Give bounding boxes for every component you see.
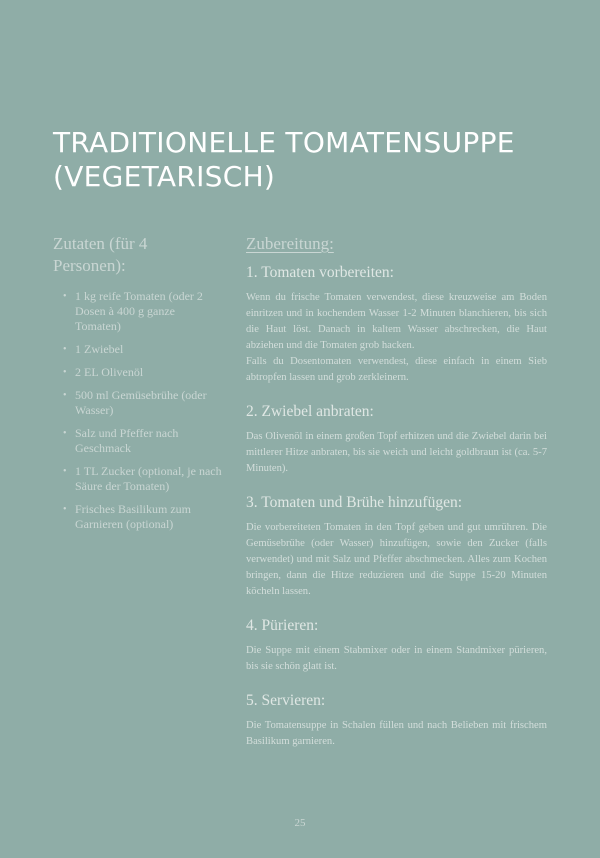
step-add-tomatoes-broth xyxy=(246,493,547,600)
step-title: 1. Tomaten vorbereiten: xyxy=(246,264,394,281)
ingredient-item xyxy=(63,289,223,334)
step-text: Wenn du frische Tomaten verwendest, diese kreuzweise am Boden einritzen und in kochendem Wasser 1-2 Minuten blanchieren, bis sich die Haut löst. Danach in kaltem Wasser abschrecken, die Haut abziehen und die Tomaten grob hacken. xyxy=(246,292,547,351)
ingredient-text: 2 EL Olivenöl xyxy=(75,365,144,379)
ingredient-item xyxy=(63,342,223,357)
step-title: 2. Zwiebel anbraten: xyxy=(246,403,374,420)
step-text: Die Suppe mit einem Stabmixer oder in einem Standmixer pürieren, bis sie schön glatt ist. xyxy=(246,645,547,672)
preparation-section xyxy=(246,233,547,766)
bullet-icon: • xyxy=(63,428,67,439)
bullet-icon: • xyxy=(63,504,67,515)
step-saute-onion xyxy=(246,402,547,477)
ingredient-item xyxy=(63,388,223,418)
ingredient-text: 1 Zwiebel xyxy=(75,342,124,356)
bullet-icon: • xyxy=(63,390,67,401)
ingredient-text: Salz und Pfeffer nach Geschmack xyxy=(75,426,179,455)
ingredient-text: Frisches Basilikum zum Garnieren (optional) xyxy=(75,502,191,531)
bullet-icon: • xyxy=(63,466,67,477)
page-title: TRADITIONELLE TOMATENSUPPE (VEGETARISCH) xyxy=(53,126,515,193)
ingredients-heading: Zutaten (für 4 Personen): xyxy=(53,234,148,275)
ingredient-text: 1 TL Zucker (optional, je nach Säure der Tomaten) xyxy=(75,464,222,493)
step-text: Die vorbereiteten Tomaten in den Topf geben und gut umrühren. Die Gemüsebrühe (oder Wasser) hinzufügen, sowie den Zucker (falls verwendet) und mit Salz und Pfeffer abschmecken. Alles zum Kochen bringen, dann die Hitze reduzieren und die Suppe 15-20 Minuten köcheln lassen. xyxy=(246,522,547,597)
step-title: 5. Servieren: xyxy=(246,692,326,709)
step-prepare-tomatoes xyxy=(246,263,547,386)
ingredient-text: 1 kg reife Tomaten (oder 2 Dosen à 400 g ganze Tomaten) xyxy=(75,289,203,333)
ingredient-item xyxy=(63,464,223,494)
bullet-icon: • xyxy=(63,367,67,378)
page-number: 25 xyxy=(294,817,306,829)
bullet-icon: • xyxy=(63,344,67,355)
step-title: 4. Pürieren: xyxy=(246,617,319,634)
bullet-icon: • xyxy=(63,291,67,302)
ingredient-item xyxy=(63,426,223,456)
step-serve xyxy=(246,691,547,750)
ingredient-text: 500 ml Gemüsebrühe (oder Wasser) xyxy=(75,388,207,417)
ingredient-list xyxy=(53,289,223,532)
ingredients-section xyxy=(53,233,223,540)
step-text: Das Olivenöl in einem großen Topf erhitzen und die Zwiebel darin bei mittlerer Hitze anbraten, bis sie weich und leicht goldbraun ist (ca. 5-7 Minuten). xyxy=(246,431,547,474)
step-text: Die Tomatensuppe in Schalen füllen und nach Belieben mit frischem Basilikum garnieren. xyxy=(246,720,547,747)
ingredient-item xyxy=(63,502,223,532)
step-title: 3. Tomaten und Brühe hinzufügen: xyxy=(246,494,463,511)
step-puree xyxy=(246,616,547,675)
step-text: Falls du Dosentomaten verwendest, diese einfach in einem Sieb abtropfen lassen und grob zerkleinern. xyxy=(246,356,547,383)
preparation-heading: Zubereitung: xyxy=(246,234,334,253)
ingredient-item xyxy=(63,365,223,380)
